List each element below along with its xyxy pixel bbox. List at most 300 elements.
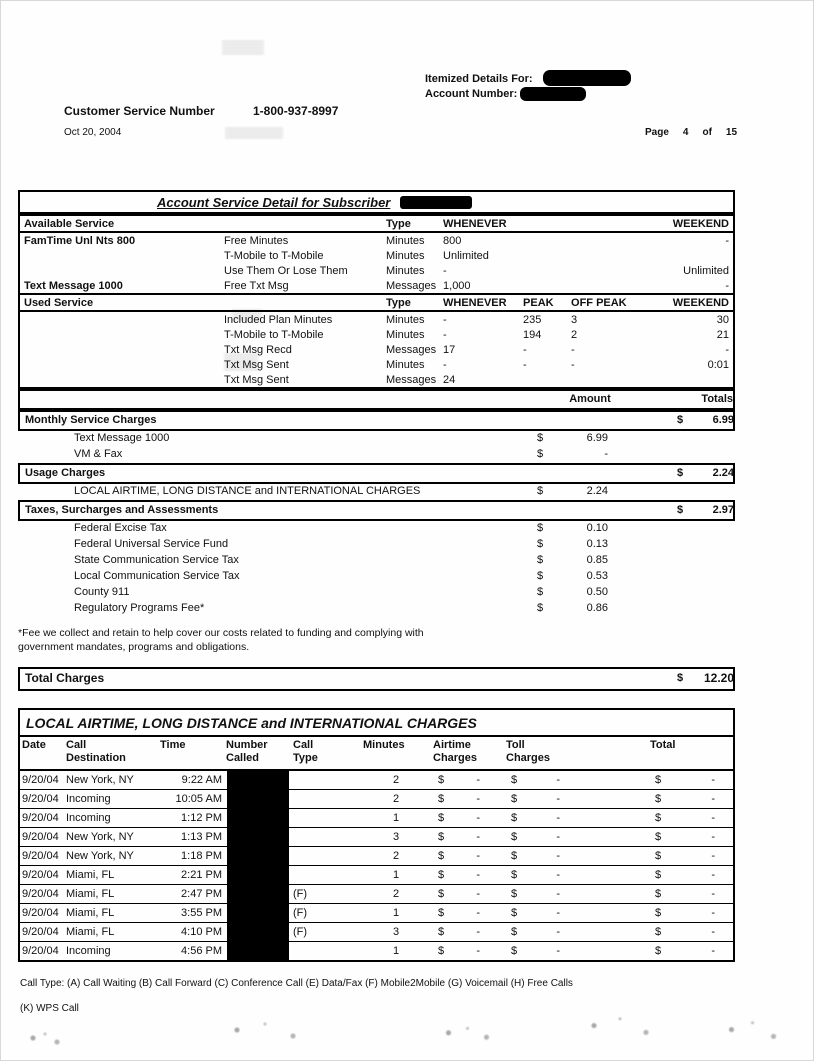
whenever-cell: 800 <box>443 234 462 247</box>
destination-cell: New York, NY <box>64 847 158 866</box>
number-called-redaction <box>224 942 291 961</box>
date-cell: 9/20/04 <box>20 790 64 809</box>
off-peak-cell: 3 <box>571 313 578 326</box>
toll-charge-cell <box>504 942 574 961</box>
redaction-bar-account <box>520 87 586 101</box>
destination-cell: New York, NY <box>64 770 158 790</box>
time-header: Time <box>158 737 224 770</box>
whenever-header: WHENEVER <box>439 215 519 232</box>
total-cell <box>648 809 733 828</box>
spacer-cell <box>574 923 648 942</box>
date-cell: 9/20/04 <box>20 885 64 904</box>
spacer-cell <box>574 828 648 847</box>
section-total: 6.99 <box>712 414 734 426</box>
used-service-row <box>20 311 733 327</box>
call-detail-table <box>20 737 733 960</box>
service-desc-cell: Included Plan Minutes <box>224 313 333 326</box>
number-called-redaction <box>224 847 291 866</box>
call-row <box>20 885 733 904</box>
date-header: Date <box>20 737 64 770</box>
weekend-header: WEEKEND <box>629 294 733 311</box>
total-value: - <box>711 774 715 786</box>
type-cell: Messages <box>386 373 437 386</box>
spacer-cell <box>574 885 648 904</box>
currency-symbol: $ <box>438 850 445 862</box>
currency-symbol: $ <box>537 570 544 582</box>
redaction-bar <box>227 866 289 884</box>
toll-value: - <box>556 926 560 938</box>
peak-cell: - <box>523 343 527 356</box>
service-name-cell: FamTime Unl Nts 800 <box>24 234 136 247</box>
total-value: - <box>711 850 715 862</box>
whenever-cell: - <box>443 358 447 371</box>
document-body <box>18 190 735 962</box>
total-cell <box>648 923 733 942</box>
charge-label: LOCAL AIRTIME, LONG DISTANCE and INTERNATIONAL CHARGES <box>74 485 421 497</box>
header-line: Toll <box>506 739 525 751</box>
used-service-label: Used Service <box>20 294 382 311</box>
currency-symbol: $ <box>655 774 662 786</box>
available-service-row <box>20 278 733 294</box>
toll-charge-cell <box>504 923 574 942</box>
call-type-cell <box>291 942 361 961</box>
date-cell: 9/20/04 <box>20 847 64 866</box>
currency-symbol: $ <box>537 602 544 614</box>
time-cell: 2:47 PM <box>158 885 224 904</box>
total-value: - <box>711 907 715 919</box>
destination-cell: New York, NY <box>64 828 158 847</box>
available-service-header-row <box>20 215 733 232</box>
total-value: - <box>711 888 715 900</box>
charge-amount: 0.86 <box>586 602 608 614</box>
amount-totals-header-row <box>18 389 735 410</box>
currency-symbol: $ <box>655 793 662 805</box>
available-service-row <box>20 248 733 263</box>
off-peak-cell: 2 <box>571 328 578 341</box>
toll-charge-cell <box>504 885 574 904</box>
weekend-cell <box>629 248 733 263</box>
date-cell: 9/20/04 <box>20 770 64 790</box>
itemized-details-label: Itemized Details For: <box>425 73 533 85</box>
total-value: - <box>711 831 715 843</box>
destination-cell: Miami, FL <box>64 885 158 904</box>
scan-artifact <box>700 1016 805 1050</box>
footnote-line: *Fee we collect and retain to help cover our costs related to funding and complying with <box>18 627 424 639</box>
airtime-value: - <box>476 926 480 938</box>
currency-symbol: $ <box>677 672 684 684</box>
toll-charge-cell <box>504 770 574 790</box>
total-value: - <box>711 812 715 824</box>
used-service-row <box>20 372 733 387</box>
type-header: Type <box>382 294 439 311</box>
time-cell: 4:10 PM <box>158 923 224 942</box>
airtime-charge-cell <box>431 904 504 923</box>
date-cell: 9/20/04 <box>20 866 64 885</box>
statement-date: Oct 20, 2004 <box>64 127 122 138</box>
currency-symbol: $ <box>537 538 544 550</box>
call-type-cell <box>291 828 361 847</box>
charge-line <box>18 601 735 617</box>
charge-amount: 6.99 <box>586 432 608 444</box>
spacer-cell <box>574 790 648 809</box>
spacer-cell <box>574 866 648 885</box>
number-called-redaction <box>224 790 291 809</box>
customer-service-label: Customer Service Number <box>64 104 215 118</box>
redaction-bar <box>227 809 289 827</box>
charge-label: County 911 <box>74 586 130 598</box>
currency-symbol: $ <box>677 414 684 426</box>
call-detail-title: LOCAL AIRTIME, LONG DISTANCE and INTERNATIONAL CHARGES <box>20 710 733 737</box>
call-type-cell: (F) <box>291 885 361 904</box>
charge-amount: 0.50 <box>586 586 608 598</box>
charge-label: Regulatory Programs Fee* <box>74 602 205 614</box>
service-desc-cell: T-Mobile to T-Mobile <box>224 249 324 262</box>
call-table-header <box>20 737 733 770</box>
weekend-cell: 21 <box>716 328 729 341</box>
call-row <box>20 923 733 942</box>
currency-symbol: $ <box>511 888 518 900</box>
toll-charge-cell <box>504 866 574 885</box>
number-called-redaction <box>224 828 291 847</box>
minutes-cell: 3 <box>361 828 431 847</box>
airtime-charge-cell <box>431 790 504 809</box>
available-service-row <box>20 232 733 248</box>
call-type-cell <box>291 866 361 885</box>
off-peak-cell: - <box>571 358 575 371</box>
type-cell: Minutes <box>386 264 425 277</box>
date-cell: 9/20/04 <box>20 904 64 923</box>
type-cell: Minutes <box>386 313 425 326</box>
monthly-service-charges-row <box>18 410 735 431</box>
type-cell: Minutes <box>386 249 425 262</box>
currency-symbol: $ <box>655 945 662 957</box>
service-desc-cell: Txt Msg Recd <box>224 343 292 356</box>
header-line: Number <box>226 739 268 751</box>
time-cell: 1:13 PM <box>158 828 224 847</box>
currency-symbol: $ <box>655 869 662 881</box>
minutes-cell: 2 <box>361 885 431 904</box>
currency-symbol: $ <box>438 907 445 919</box>
charge-line <box>18 537 735 553</box>
currency-symbol: $ <box>438 926 445 938</box>
service-desc-cell: Txt Msg Sent <box>224 358 289 371</box>
airtime-charge-cell <box>431 866 504 885</box>
currency-symbol: $ <box>511 907 518 919</box>
call-row <box>20 847 733 866</box>
section-total: 2.97 <box>712 504 734 516</box>
off-peak-cell: - <box>571 343 575 356</box>
service-desc-cell: Free Txt Msg <box>224 279 289 292</box>
amount-header: Amount <box>569 393 611 405</box>
minutes-cell: 2 <box>361 790 431 809</box>
type-cell: Messages <box>386 279 437 292</box>
number-called-redaction <box>224 866 291 885</box>
used-service-row <box>20 342 733 357</box>
time-cell: 3:55 PM <box>158 904 224 923</box>
minutes-cell: 1 <box>361 904 431 923</box>
toll-value: - <box>556 812 560 824</box>
date-cell: 9/20/04 <box>22 945 59 957</box>
toll-charge-cell <box>504 847 574 866</box>
account-number-label: Account Number: <box>425 88 518 100</box>
total-cell <box>648 904 733 923</box>
destination-cell: Incoming <box>66 945 111 957</box>
call-row <box>20 866 733 885</box>
weekend-cell: 30 <box>716 313 729 326</box>
section-title: Monthly Service Charges <box>25 414 157 426</box>
charge-line <box>18 585 735 601</box>
currency-symbol: $ <box>677 504 684 516</box>
airtime-value: - <box>476 907 480 919</box>
call-type-legend: Call Type: (A) Call Waiting (B) Call Forward (C) Conference Call (E) Data/Fax (F) Mobile2Mobile (G) Voicemail (H) Free Calls <box>20 978 573 989</box>
whenever-cell: - <box>443 264 447 277</box>
currency-symbol: $ <box>511 945 518 957</box>
time-cell: 1:18 PM <box>158 847 224 866</box>
header-line: Charges <box>433 752 478 764</box>
currency-symbol: $ <box>537 554 544 566</box>
currency-symbol: $ <box>537 522 544 534</box>
minutes-cell: 2 <box>361 770 431 790</box>
time-cell: 9:22 AM <box>158 770 224 790</box>
type-cell: Minutes <box>386 234 425 247</box>
number-called-header <box>224 737 291 770</box>
section-title: Usage Charges <box>25 467 106 479</box>
peak-header: PEAK <box>519 294 567 311</box>
toll-value: - <box>556 774 560 786</box>
charge-amount: 0.53 <box>586 570 608 582</box>
time-cell: 1:12 PM <box>158 809 224 828</box>
whenever-cell: - <box>443 313 447 326</box>
service-desc-cell: Txt Msg Sent <box>224 373 289 386</box>
airtime-value: - <box>476 888 480 900</box>
call-row <box>20 904 733 923</box>
number-called-redaction <box>224 770 291 790</box>
toll-charge-cell <box>504 809 574 828</box>
usage-charges-row <box>18 463 735 484</box>
charge-line <box>18 553 735 569</box>
charge-amount: 0.13 <box>586 538 608 550</box>
toll-value: - <box>556 850 560 862</box>
time-cell: 2:21 PM <box>158 866 224 885</box>
minutes-header: Minutes <box>361 737 431 770</box>
total-value: - <box>711 945 715 957</box>
fee-footnote <box>18 626 735 654</box>
charge-amount: 2.24 <box>586 485 608 497</box>
service-table <box>20 214 733 387</box>
header-line: Called <box>226 752 260 764</box>
total-cell <box>648 847 733 866</box>
available-service-row <box>20 263 733 278</box>
airtime-charge-cell <box>431 942 504 961</box>
redaction-bar <box>227 885 289 903</box>
type-cell: Minutes <box>386 328 425 341</box>
currency-symbol: $ <box>511 831 518 843</box>
call-type-header <box>291 737 361 770</box>
number-called-redaction <box>224 923 291 942</box>
total-cell <box>648 770 733 790</box>
used-service-row <box>20 327 733 342</box>
charge-line <box>18 484 735 500</box>
service-detail-title: Account Service Detail for Subscriber <box>157 194 391 210</box>
header-line: Charges <box>506 752 551 764</box>
charge-line <box>18 569 735 585</box>
redaction-bar <box>227 942 289 960</box>
toll-value: - <box>556 907 560 919</box>
type-cell: Messages <box>386 343 437 356</box>
weekend-cell: - <box>725 234 729 247</box>
currency-symbol: $ <box>655 888 662 900</box>
currency-symbol: $ <box>438 945 445 957</box>
currency-symbol: $ <box>438 888 445 900</box>
toll-charge-cell <box>504 828 574 847</box>
airtime-charge-cell <box>431 809 504 828</box>
currency-symbol: $ <box>438 869 445 881</box>
service-name-cell <box>20 248 220 263</box>
off-peak-header: OFF PEAK <box>567 294 629 311</box>
airtime-charges-header <box>431 737 504 770</box>
currency-symbol: $ <box>511 793 518 805</box>
scan-artifact <box>222 40 264 54</box>
total-cell <box>648 828 733 847</box>
currency-symbol: $ <box>537 448 544 460</box>
minutes-cell: 1 <box>392 945 400 957</box>
destination-header <box>64 737 158 770</box>
minutes-cell: 1 <box>361 809 431 828</box>
section-title: Taxes, Surcharges and Assessments <box>25 504 219 516</box>
service-desc-cell: Use Them Or Lose Them <box>224 264 348 277</box>
charge-label: VM & Fax <box>74 448 123 460</box>
scan-artifact <box>555 1012 685 1046</box>
currency-symbol: $ <box>511 850 518 862</box>
airtime-value: - <box>476 869 480 881</box>
available-service-rows <box>20 232 733 294</box>
call-type-cell <box>291 770 361 790</box>
number-called-redaction <box>224 809 291 828</box>
time-cell: 4:56 PM <box>181 945 222 957</box>
currency-symbol: $ <box>655 907 662 919</box>
weekend-header: WEEKEND <box>629 215 733 232</box>
currency-symbol: $ <box>438 793 445 805</box>
total-value: - <box>711 793 715 805</box>
section-total: 2.24 <box>712 467 734 479</box>
spacer-cell <box>574 847 648 866</box>
spacer-cell <box>574 770 648 790</box>
redaction-bar <box>227 828 289 846</box>
number-called-redaction <box>224 904 291 923</box>
peak-cell: 235 <box>523 313 542 326</box>
currency-symbol: $ <box>537 485 544 497</box>
charge-line <box>18 431 735 447</box>
weekend-cell: 0:01 <box>707 358 729 371</box>
total-value: - <box>711 869 715 881</box>
redaction-bar <box>227 771 289 789</box>
peak-cell <box>519 372 567 387</box>
call-row <box>20 942 733 961</box>
weekend-cell: Unlimited <box>683 264 729 277</box>
currency-symbol: $ <box>438 812 445 824</box>
toll-charge-cell <box>504 904 574 923</box>
type-header: Type <box>382 215 439 232</box>
destination-cell: Incoming <box>64 809 158 828</box>
service-name-cell <box>20 263 220 278</box>
total-cell <box>648 790 733 809</box>
header-line: Airtime <box>433 739 471 751</box>
totals-header: Totals <box>701 393 733 405</box>
spacer-cell <box>574 942 648 961</box>
whenever-header: WHENEVER <box>439 294 519 311</box>
taxes-surcharges-row <box>18 500 735 521</box>
currency-symbol: $ <box>511 774 518 786</box>
peak-cell: - <box>523 358 527 371</box>
airtime-value: - <box>476 793 480 805</box>
charge-label: State Communication Service Tax <box>74 554 239 566</box>
spacer-cell <box>574 904 648 923</box>
page-indicator <box>645 127 737 138</box>
currency-symbol: $ <box>655 831 662 843</box>
charge-label: Federal Universal Service Fund <box>74 538 229 550</box>
call-detail-box <box>18 708 735 962</box>
charge-amount: 0.85 <box>586 554 608 566</box>
scan-artifact <box>420 1024 515 1046</box>
airtime-value: - <box>476 812 480 824</box>
destination-cell: Miami, FL <box>64 904 158 923</box>
airtime-charge-cell <box>431 923 504 942</box>
footnote-line: government mandates, programs and obligations. <box>18 641 250 653</box>
currency-symbol: $ <box>511 812 518 824</box>
redaction-bar-subscriber-id <box>400 196 472 209</box>
total-cell <box>648 885 733 904</box>
total-charges-amount: 12.20 <box>703 671 734 685</box>
page-number: 4 <box>682 127 689 138</box>
airtime-charge-cell <box>431 770 504 790</box>
airtime-charge-cell <box>431 847 504 866</box>
weekend-cell: - <box>725 343 729 356</box>
call-row <box>20 809 733 828</box>
total-cell <box>648 866 733 885</box>
date-cell: 9/20/04 <box>20 809 64 828</box>
spacer-header <box>574 737 648 770</box>
charge-label: Federal Excise Tax <box>74 522 167 534</box>
service-detail-title-bar <box>20 192 733 214</box>
charge-amount: - <box>604 448 608 460</box>
total-cell <box>648 942 733 961</box>
toll-charges-header <box>504 737 574 770</box>
currency-symbol: $ <box>511 869 518 881</box>
whenever-cell: 1,000 <box>443 279 471 292</box>
service-desc-cell: Free Minutes <box>224 234 289 247</box>
toll-value: - <box>556 888 560 900</box>
header-line: Call <box>66 739 87 751</box>
minutes-cell: 3 <box>361 923 431 942</box>
airtime-value: - <box>476 774 480 786</box>
total-charges-label: Total Charges <box>25 671 105 685</box>
header-line: Destination <box>66 752 126 764</box>
total-header: Total <box>648 737 733 770</box>
call-type-cell <box>291 809 361 828</box>
off-peak-cell <box>567 372 629 387</box>
used-service-row <box>20 357 733 372</box>
redaction-bar <box>227 847 289 865</box>
call-row <box>20 828 733 847</box>
header-line: Call <box>293 739 314 751</box>
currency-symbol: $ <box>677 467 684 479</box>
charge-label: Local Communication Service Tax <box>74 570 240 582</box>
of-label: of <box>702 127 712 138</box>
scan-artifact <box>195 1018 335 1048</box>
total-charges-box <box>18 667 735 691</box>
currency-symbol: $ <box>438 774 445 786</box>
total-value: - <box>711 926 715 938</box>
